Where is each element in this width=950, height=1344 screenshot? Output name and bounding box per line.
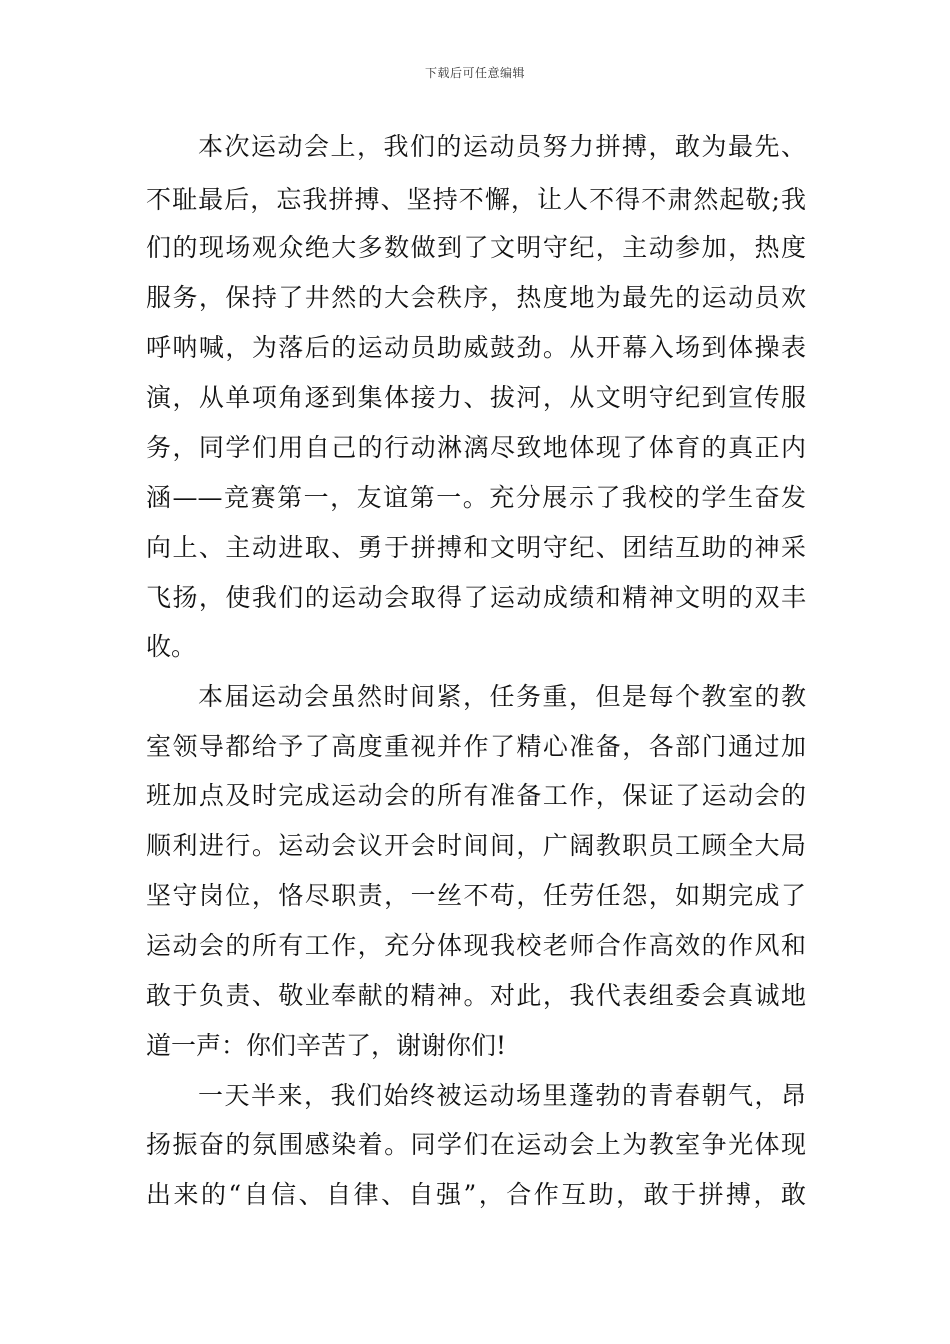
- text-line-14: 班加点及时完成运动会的所有准备工作，保证了运动会的: [146, 781, 806, 810]
- text-line-4: 服务，保持了井然的大会秩序，热度地为最先的运动员欢: [146, 283, 806, 312]
- text-line-18: 敢于负责、敬业奉献的精神。对此，我代表组委会真诚地: [146, 981, 806, 1010]
- page-header: 下载后可任意编辑: [424, 66, 525, 80]
- text-line-21: 扬振奋的氛围感染着。同学们在运动会上为教室争光体现: [146, 1130, 806, 1159]
- text-line-17: 运动会的所有工作，充分体现我校老师合作高效的作风和: [146, 931, 806, 960]
- text-line-10: 飞扬，使我们的运动会取得了运动成绩和精神文明的双丰: [146, 583, 806, 612]
- text-line-22: 出来的“自信、自律、自强”，合作互助，敢于拼搏，敢: [146, 1180, 806, 1209]
- text-line-15: 顺利进行。运动会议开会时间间，广阔教职员工顾全大局: [146, 831, 806, 860]
- text-line-3: 们的现场观众绝大多数做到了文明守纪，主动参加，热度: [146, 233, 806, 262]
- text-line-7: 务，同学们用自己的行动淋漓尽致地体现了体育的真正内: [146, 433, 806, 462]
- text-line-20: 一天半来，我们始终被运动场里蓬勃的青春朝气，昂: [198, 1081, 806, 1110]
- text-line-6: 演，从单项角逐到集体接力、拔河，从文明守纪到宣传服: [146, 383, 806, 412]
- text-line-2: 不耻最后，忘我拼搏、坚持不懈，让人不得不肃然起敬;我: [146, 185, 806, 214]
- text-line-13: 室领导都给予了高度重视并作了精心准备，各部门通过加: [146, 732, 806, 761]
- text-line-8: 涵——竞赛第一，友谊第一。充分展示了我校的学生奋发: [146, 483, 806, 512]
- text-line-12: 本届运动会虽然时间紧，任务重，但是每个教室的教: [198, 682, 806, 711]
- text-line-1: 本次运动会上，我们的运动员努力拼搏，敢为最先、: [198, 132, 806, 161]
- text-line-5: 呼呐喊，为落后的运动员助威鼓劲。从开幕入场到体操表: [146, 333, 806, 362]
- text-line-11: 收。: [146, 632, 197, 661]
- text-line-16: 坚守岗位，恪尽职责，一丝不苟，任劳任怨，如期完成了: [146, 881, 806, 910]
- text-line-9: 向上、主动进取、勇于拼搏和文明守纪、团结互助的神采: [146, 533, 806, 562]
- text-line-19: 道一声：你们辛苦了，谢谢你们!: [146, 1031, 507, 1060]
